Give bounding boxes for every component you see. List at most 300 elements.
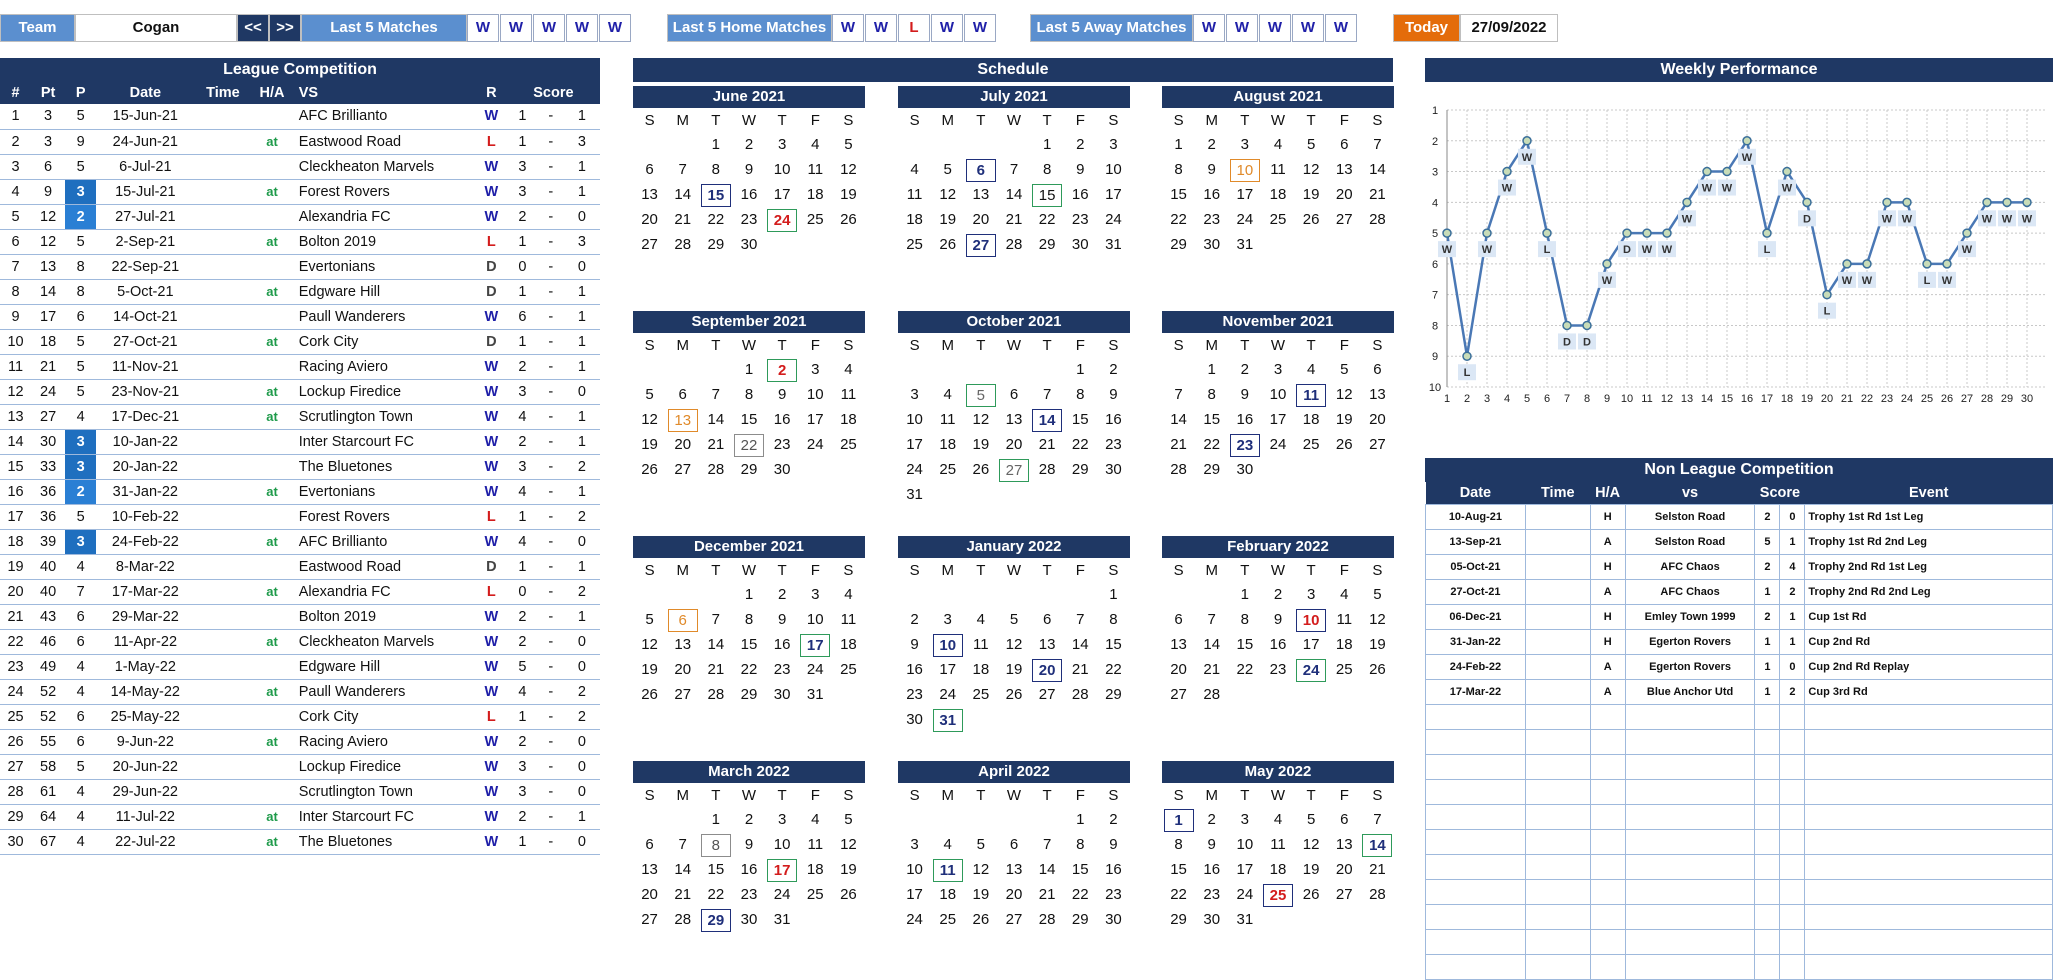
day-number: 25 xyxy=(906,236,923,253)
empty-cell xyxy=(1755,704,1780,729)
calendar-day xyxy=(766,658,799,683)
score-separator: - xyxy=(538,454,564,479)
day-number: 20 xyxy=(641,211,658,228)
score-against: 4 xyxy=(1780,554,1805,579)
data-label: W xyxy=(1721,182,1733,195)
month-calendar xyxy=(898,761,1130,933)
non-league-table xyxy=(1425,482,2053,980)
week-row xyxy=(1162,458,1394,483)
opponent: Paull Wanderers xyxy=(293,679,476,704)
empty-day xyxy=(1162,358,1195,383)
week-row xyxy=(633,858,865,883)
match-time xyxy=(1525,579,1590,604)
day-number: 2 xyxy=(1109,361,1118,378)
week-row xyxy=(633,183,865,208)
opponent: Evertonians xyxy=(293,254,476,279)
calendar-day xyxy=(1162,383,1195,408)
empty-cell xyxy=(1755,854,1780,879)
match-day xyxy=(1031,658,1064,683)
month-calendar xyxy=(898,86,1130,258)
calendar-day xyxy=(666,858,699,883)
calendar-day xyxy=(699,658,732,683)
score-for: 1 xyxy=(1755,654,1780,679)
result-box: W xyxy=(1325,14,1357,42)
day-number: 31 xyxy=(806,686,824,703)
score-for: 2 xyxy=(507,804,538,829)
calendar-day xyxy=(1328,858,1361,883)
day-number: 17 xyxy=(767,859,797,882)
calendar-day xyxy=(1195,858,1228,883)
score-against: 0 xyxy=(564,779,600,804)
calendar-day xyxy=(633,633,666,658)
non-league-rows xyxy=(1426,504,2053,979)
week-row xyxy=(1162,658,1394,683)
calendar-day xyxy=(633,383,666,408)
calendar-day xyxy=(1031,133,1064,158)
row-number: 1 xyxy=(0,104,31,129)
calendar-day xyxy=(1228,883,1261,908)
score-separator: - xyxy=(538,104,564,129)
result: D xyxy=(476,329,507,354)
day-number: 12 xyxy=(641,411,658,428)
day-number: 30 xyxy=(740,236,758,253)
calendar-day xyxy=(766,908,799,933)
non-league-header-cell: Time xyxy=(1525,482,1590,504)
day-number: 15 xyxy=(1170,186,1187,203)
weekday-label: S xyxy=(1108,562,1119,579)
score-for: 1 xyxy=(507,104,538,129)
empty-cell xyxy=(1805,754,2053,779)
home-away xyxy=(251,754,292,779)
week-row xyxy=(633,383,865,408)
week-row xyxy=(633,658,865,683)
series-line xyxy=(1447,141,2027,356)
calendar-day xyxy=(1328,583,1361,608)
result: W xyxy=(476,604,507,629)
x-tick-label: 7 xyxy=(1563,393,1571,405)
calendar-day xyxy=(1031,633,1064,658)
home-away: at xyxy=(251,679,292,704)
calendar-day xyxy=(732,683,765,708)
table-row xyxy=(0,304,600,329)
points: 13 xyxy=(31,254,65,279)
day-number: 26 xyxy=(1302,886,1320,903)
day-number: 1 xyxy=(1174,136,1183,153)
match-day xyxy=(699,183,732,208)
day-number: 2 xyxy=(777,586,787,603)
empty-day xyxy=(832,908,865,933)
calendar-day xyxy=(666,433,699,458)
empty-day xyxy=(964,358,997,383)
x-tick-label: 19 xyxy=(1800,393,1814,405)
position: 4 xyxy=(65,804,96,829)
day-number: 27 xyxy=(1369,436,1386,453)
empty-day xyxy=(1261,233,1294,258)
day-number: 19 xyxy=(840,861,857,878)
match-time xyxy=(194,229,251,254)
match-time xyxy=(194,129,251,154)
day-number: 14 xyxy=(1005,186,1023,203)
calendar-day xyxy=(1361,133,1394,158)
day-number: 26 xyxy=(1302,211,1320,228)
prev-team-button[interactable]: << xyxy=(237,14,269,42)
position: 4 xyxy=(65,779,96,804)
points: 40 xyxy=(31,579,65,604)
calendar-day xyxy=(997,208,1030,233)
month-days xyxy=(898,108,1130,258)
day-number: 11 xyxy=(933,859,963,882)
empty-day xyxy=(633,583,666,608)
month-days xyxy=(1162,108,1394,258)
calendar-day xyxy=(997,833,1030,858)
calendar-day xyxy=(1097,133,1130,158)
row-number: 29 xyxy=(0,804,31,829)
calendar-day xyxy=(1097,683,1130,708)
data-point xyxy=(1523,137,1531,145)
score-for: 3 xyxy=(507,454,538,479)
calendar-day xyxy=(1031,208,1064,233)
day-number: 3 xyxy=(1240,811,1250,828)
match-time xyxy=(194,179,251,204)
score-against: 2 xyxy=(1780,679,1805,704)
data-label: D xyxy=(1563,336,1571,349)
x-tick-label: 18 xyxy=(1780,393,1794,405)
empty-cell xyxy=(1525,729,1590,754)
day-number: 21 xyxy=(674,886,692,903)
empty-day xyxy=(931,133,964,158)
points: 36 xyxy=(31,504,65,529)
calendar-day xyxy=(1261,658,1294,683)
event: Cup 2nd Rd Replay xyxy=(1805,654,2053,679)
calendar-day xyxy=(1228,833,1261,858)
day-number: 27 xyxy=(1038,686,1056,703)
day-number: 16 xyxy=(1269,636,1287,653)
day-number: 30 xyxy=(1105,911,1122,928)
day-number: 9 xyxy=(1207,836,1216,853)
data-point xyxy=(1703,168,1711,176)
empty-cell xyxy=(1525,779,1590,804)
team-select[interactable]: Cogan xyxy=(75,14,237,42)
calendar-day xyxy=(766,183,799,208)
day-number: 21 xyxy=(1369,186,1386,203)
day-number: 23 xyxy=(1203,886,1221,903)
event: Trophy 2nd Rd 2nd Leg xyxy=(1805,579,2053,604)
empty-cell xyxy=(1805,779,2053,804)
data-point xyxy=(1483,229,1491,237)
calendar-day xyxy=(1328,658,1361,683)
match-day xyxy=(964,383,997,408)
event: Trophy 2nd Rd 1st Leg xyxy=(1805,554,2053,579)
position: 5 xyxy=(65,154,96,179)
calendar-day xyxy=(633,208,666,233)
calendar-day xyxy=(964,408,997,433)
day-number: 14 xyxy=(1369,161,1386,178)
empty-day xyxy=(964,808,997,833)
opponent: Cork City xyxy=(293,329,476,354)
match-date: 24-Feb-22 xyxy=(96,529,194,554)
score-separator: - xyxy=(538,654,564,679)
match-time xyxy=(194,829,251,854)
result: L xyxy=(476,504,507,529)
empty-cell xyxy=(1426,879,1526,904)
day-number: 8 xyxy=(1207,386,1216,403)
day-number: 11 xyxy=(906,186,923,203)
day-number: 4 xyxy=(1273,136,1283,153)
day-number: 13 xyxy=(1335,836,1353,853)
x-tick-label: 4 xyxy=(1503,393,1511,405)
empty-cell xyxy=(1805,729,2053,754)
calendar-day xyxy=(964,458,997,483)
calendar-day xyxy=(931,383,964,408)
x-tick-label: 8 xyxy=(1583,393,1591,405)
match-time xyxy=(194,104,251,129)
calendar-day xyxy=(732,908,765,933)
empty-cell xyxy=(1780,754,1805,779)
home-away: H xyxy=(1590,554,1625,579)
score-for: 0 xyxy=(507,254,538,279)
calendar-day xyxy=(732,408,765,433)
result: W xyxy=(476,754,507,779)
calendar-day xyxy=(931,458,964,483)
score-against: 1 xyxy=(1780,529,1805,554)
day-number: 29 xyxy=(1071,461,1089,478)
match-date: 8-Mar-22 xyxy=(96,554,194,579)
day-number: 20 xyxy=(674,436,692,453)
opponent: AFC Chaos xyxy=(1625,579,1755,604)
result: W xyxy=(476,779,507,804)
match-time xyxy=(194,479,251,504)
empty-day xyxy=(1097,483,1130,508)
empty-day xyxy=(997,358,1030,383)
calendar-day xyxy=(633,883,666,908)
weekday-label: S xyxy=(644,562,655,579)
month-calendar xyxy=(1162,86,1394,258)
week-row xyxy=(633,683,865,708)
week-row xyxy=(633,208,865,233)
match-day xyxy=(666,408,699,433)
day-number: 14 xyxy=(1203,636,1221,653)
calendar-day xyxy=(1328,383,1361,408)
day-number: 1 xyxy=(1076,811,1085,828)
day-number: 28 xyxy=(1369,211,1386,228)
table-row xyxy=(1426,579,2053,604)
calendar-day xyxy=(931,658,964,683)
day-number: 11 xyxy=(939,411,956,428)
day-number: 16 xyxy=(906,661,923,678)
calendar-day xyxy=(964,908,997,933)
day-number: 16 xyxy=(1203,861,1221,878)
calendar-day xyxy=(1361,433,1394,458)
points: 55 xyxy=(31,729,65,754)
table-row xyxy=(1426,554,2053,579)
calendar-day xyxy=(1261,133,1294,158)
weekday-label: S xyxy=(1372,787,1383,804)
calendar-day xyxy=(1097,883,1130,908)
empty-day xyxy=(799,908,832,933)
empty-cell xyxy=(1426,704,1526,729)
score-against: 0 xyxy=(564,729,600,754)
month-days xyxy=(633,558,865,708)
non-league-title: Non League Competition xyxy=(1425,458,2053,482)
home-away xyxy=(251,454,292,479)
calendar-day xyxy=(898,483,931,508)
day-number: 30 xyxy=(1071,236,1089,253)
match-date: 29-Jun-22 xyxy=(96,779,194,804)
week-row xyxy=(898,383,1130,408)
weekday-label: S xyxy=(1108,112,1119,129)
match-day xyxy=(766,858,799,883)
opponent: Cork City xyxy=(293,704,476,729)
points: 36 xyxy=(31,479,65,504)
calendar-day xyxy=(832,158,865,183)
calendar-day xyxy=(931,833,964,858)
day-number: 20 xyxy=(674,661,692,678)
day-number: 1 xyxy=(1164,809,1194,832)
points: 27 xyxy=(31,404,65,429)
table-row xyxy=(0,379,600,404)
week-row xyxy=(633,358,865,383)
calendar-day xyxy=(832,808,865,833)
empty-cell xyxy=(1426,804,1526,829)
day-number: 11 xyxy=(1296,384,1326,407)
day-number: 25 xyxy=(806,211,824,228)
match-date: 24-Feb-22 xyxy=(1426,654,1526,679)
day-number: 29 xyxy=(1203,461,1221,478)
calendar-day xyxy=(1162,608,1195,633)
day-number: 16 xyxy=(773,636,791,653)
day-number: 20 xyxy=(1005,886,1023,903)
day-number: 18 xyxy=(840,636,857,653)
calendar-day xyxy=(931,158,964,183)
day-number: 17 xyxy=(906,436,923,453)
calendar-day xyxy=(832,658,865,683)
empty-cell xyxy=(1525,879,1590,904)
points: 64 xyxy=(31,804,65,829)
calendar-day xyxy=(1097,833,1130,858)
calendar-day xyxy=(699,683,732,708)
empty-cell xyxy=(1755,929,1780,954)
weekday-label: W xyxy=(1270,112,1286,129)
week-row xyxy=(898,183,1130,208)
result-box: W xyxy=(1292,14,1324,42)
calendar-day xyxy=(1328,633,1361,658)
day-number: 20 xyxy=(1170,661,1187,678)
points: 9 xyxy=(31,179,65,204)
calendar-day xyxy=(898,908,931,933)
day-number: 5 xyxy=(976,836,986,853)
empty-day xyxy=(1064,583,1097,608)
calendar-day xyxy=(799,833,832,858)
opponent: Cleckheaton Marvels xyxy=(293,629,476,654)
match-date: 10-Jan-22 xyxy=(96,429,194,454)
day-number: 20 xyxy=(1005,436,1023,453)
score-for: 1 xyxy=(1755,579,1780,604)
day-number: 27 xyxy=(1335,886,1353,903)
score-for: 1 xyxy=(507,329,538,354)
weekday-label: W xyxy=(1006,562,1022,579)
calendar-day xyxy=(732,383,765,408)
opponent: AFC Brilliantо xyxy=(293,104,476,129)
day-number: 7 xyxy=(1207,611,1216,628)
data-point xyxy=(1683,198,1691,206)
day-number: 19 xyxy=(1302,861,1320,878)
calendar-day xyxy=(1097,158,1130,183)
day-number: 10 xyxy=(906,861,923,878)
calendar-day xyxy=(931,208,964,233)
day-number: 8 xyxy=(1174,836,1183,853)
score-separator: - xyxy=(538,179,564,204)
empty-day xyxy=(997,133,1030,158)
week-row xyxy=(898,858,1130,883)
data-point xyxy=(1723,168,1731,176)
opponent: Forest Rovers xyxy=(293,179,476,204)
next-team-button[interactable]: >> xyxy=(269,14,301,42)
weekday-label: S xyxy=(1173,112,1184,129)
calendar-day xyxy=(1328,133,1361,158)
score-for: 4 xyxy=(507,679,538,704)
calendar-day xyxy=(898,458,931,483)
data-point xyxy=(1463,352,1471,360)
weekday-label: F xyxy=(810,337,820,354)
score-against: 1 xyxy=(564,554,600,579)
day-number: 9 xyxy=(910,636,919,653)
table-row xyxy=(0,354,600,379)
calendar-day xyxy=(666,683,699,708)
opponent: Racing Aviero xyxy=(293,354,476,379)
home-away xyxy=(251,554,292,579)
score-for: 2 xyxy=(507,429,538,454)
opponent: Paull Wanderers xyxy=(293,304,476,329)
day-number: 17 xyxy=(1302,636,1320,653)
score-against: 1 xyxy=(564,154,600,179)
table-row xyxy=(0,254,600,279)
calendar-day xyxy=(1162,408,1195,433)
day-number: 13 xyxy=(1005,411,1023,428)
day-number: 26 xyxy=(972,911,990,928)
data-label: D xyxy=(1583,336,1591,349)
data-point xyxy=(2023,198,2031,206)
result: W xyxy=(476,354,507,379)
match-date: 05-Oct-21 xyxy=(1426,554,1526,579)
table-row xyxy=(0,629,600,654)
score-separator: - xyxy=(538,554,564,579)
weekday-label: F xyxy=(1075,112,1085,129)
result: W xyxy=(476,304,507,329)
calendar-day xyxy=(666,883,699,908)
home-away: at xyxy=(251,129,292,154)
week-row xyxy=(633,833,865,858)
weekday-label: T xyxy=(1042,787,1052,804)
score-for: 3 xyxy=(507,154,538,179)
week-row xyxy=(898,658,1130,683)
calendar-day xyxy=(1228,383,1261,408)
day-number: 27 xyxy=(674,461,692,478)
empty-day xyxy=(997,583,1030,608)
score-for: 2 xyxy=(1755,504,1780,529)
calendar-day xyxy=(1195,683,1228,708)
weekday-row xyxy=(898,558,1130,583)
day-number: 23 xyxy=(906,686,923,703)
table-row xyxy=(1426,604,2053,629)
weekday-label: T xyxy=(777,787,787,804)
week-row xyxy=(898,883,1130,908)
points: 67 xyxy=(31,829,65,854)
data-point xyxy=(1643,229,1651,237)
score-for: 2 xyxy=(507,729,538,754)
empty-cell xyxy=(1780,704,1805,729)
row-number: 15 xyxy=(0,454,31,479)
day-number: 14 xyxy=(1032,409,1062,432)
